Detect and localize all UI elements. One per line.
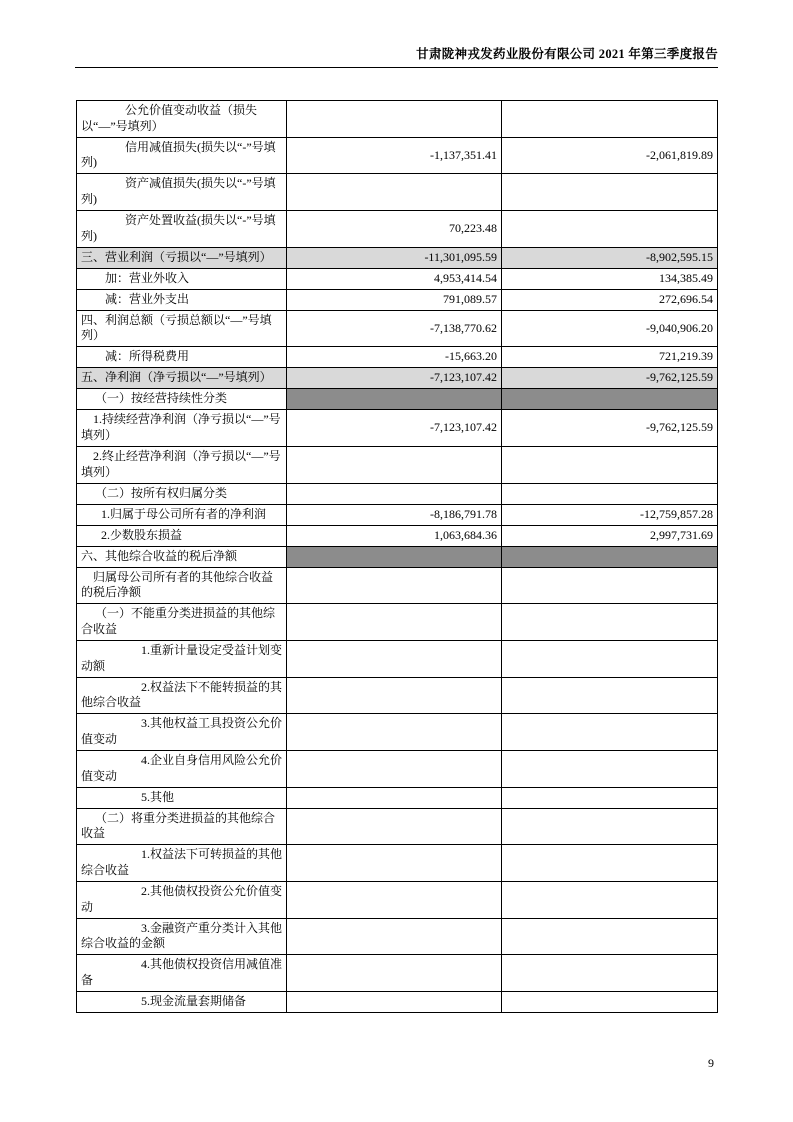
prior-period-value-cell: [502, 640, 718, 677]
table-row: [77, 567, 718, 604]
row-label-cell: [77, 604, 287, 641]
row-label-cell: [77, 640, 287, 677]
row-label: 公允价值变动收益（损失以“—”号填列）: [81, 103, 258, 133]
row-label-cell: [77, 483, 287, 504]
row-label: 减：营业外支出: [105, 291, 190, 306]
row-label-cell: [77, 504, 287, 525]
current-period-value-cell: -11,301,095.59: [287, 247, 502, 268]
row-label: 5.现金流量套期储备: [141, 993, 247, 1008]
table-row: [77, 446, 718, 483]
row-label: 三、营业利润（亏损以“—”号填列）: [81, 249, 272, 264]
page-number: 9: [708, 1056, 714, 1070]
row-label: 五、净利润（净亏损以“—”号填列）: [81, 370, 272, 385]
row-label-cell: [77, 268, 287, 289]
prior-period-value-cell: [502, 845, 718, 882]
prior-period-value-cell: 272,696.54: [502, 289, 718, 310]
prior-period-value-cell: [502, 787, 718, 808]
row-label-cell: [77, 991, 287, 1012]
table-row: [77, 504, 718, 525]
row-label-cell: [77, 918, 287, 955]
current-period-value-cell: 4,953,414.54: [287, 268, 502, 289]
row-label-cell: [77, 174, 287, 211]
table-row: [77, 289, 718, 310]
row-label: （一）按经营持续性分类: [95, 391, 228, 406]
prior-period-value-cell: [502, 546, 718, 567]
table-row: [77, 640, 718, 677]
current-period-value-cell: -7,123,107.42: [287, 410, 502, 447]
financial-table: [76, 100, 718, 1013]
prior-period-value-cell: [502, 174, 718, 211]
table-row: [77, 389, 718, 410]
row-label: 3.其他权益工具投资公允价值变动: [81, 716, 283, 747]
current-period-value-cell: [287, 787, 502, 808]
page-header: [75, 44, 718, 68]
current-period-value-cell: 70,223.48: [287, 210, 502, 247]
row-label: 归属母公司所有者的其他综合收益的税后净额: [81, 569, 274, 600]
row-label: 1.持续经营净利润（净亏损以“—”号填列）: [81, 412, 281, 443]
current-period-value-cell: [287, 567, 502, 604]
prior-period-value-cell: [502, 101, 718, 138]
row-label-cell: [77, 289, 287, 310]
current-period-value-cell: [287, 881, 502, 918]
prior-period-value-cell: [502, 567, 718, 604]
row-label-cell: [77, 389, 287, 410]
table-row: [77, 247, 718, 268]
row-label: 2.少数股东损益: [101, 527, 183, 542]
prior-period-value-cell: [502, 750, 718, 787]
current-period-value-cell: [287, 101, 502, 138]
row-label: 4.企业自身信用风险公允价值变动: [81, 752, 283, 783]
row-label: （一）不能重分类进损益的其他综合收益: [81, 606, 276, 637]
prior-period-value-cell: -12,759,857.28: [502, 504, 718, 525]
table-row: [77, 483, 718, 504]
current-period-value-cell: [287, 991, 502, 1012]
page-footer: [708, 1056, 714, 1071]
row-label: （二）将重分类进损益的其他综合收益: [81, 810, 276, 841]
current-period-value-cell: [287, 604, 502, 641]
report-title: 甘肃陇神戎发药业股份有限公司 2021 年第三季度报告: [416, 47, 718, 61]
table-row: [77, 677, 718, 714]
current-period-value-cell: [287, 808, 502, 845]
current-period-value-cell: [287, 640, 502, 677]
table-row: [77, 525, 718, 546]
row-label: 3.金融资产重分类计入其他综合收益的金额: [81, 920, 283, 951]
row-label-cell: [77, 368, 287, 389]
table-row: [77, 347, 718, 368]
prior-period-value-cell: [502, 918, 718, 955]
row-label-cell: [77, 955, 287, 992]
row-label-cell: [77, 446, 287, 483]
prior-period-value-cell: -8,902,595.15: [502, 247, 718, 268]
row-label: 2.其他债权投资公允价值变动: [81, 883, 283, 914]
table-row: [77, 714, 718, 751]
prior-period-value-cell: [502, 604, 718, 641]
row-label: 2.终止经营净利润（净亏损以“—”号填列）: [81, 448, 281, 479]
row-label-cell: [77, 525, 287, 546]
table-row: [77, 918, 718, 955]
current-period-value-cell: 791,089.57: [287, 289, 502, 310]
row-label: 加：营业外收入: [105, 270, 190, 285]
row-label-cell: [77, 546, 287, 567]
row-label-cell: [77, 247, 287, 268]
prior-period-value-cell: -9,040,906.20: [502, 310, 718, 347]
row-label: 1.重新计量设定受益计划变动额: [81, 642, 283, 673]
row-label-cell: [77, 210, 287, 247]
current-period-value-cell: [287, 483, 502, 504]
prior-period-value-cell: -9,762,125.59: [502, 368, 718, 389]
current-period-value-cell: [287, 546, 502, 567]
row-label: 1.权益法下可转损益的其他综合收益: [81, 847, 283, 878]
row-label: 六、其他综合收益的税后净额: [81, 548, 238, 563]
table-row: [77, 787, 718, 808]
current-period-value-cell: -7,123,107.42: [287, 368, 502, 389]
table-row: [77, 881, 718, 918]
row-label: （二）按所有权归属分类: [95, 485, 228, 500]
prior-period-value-cell: 721,219.39: [502, 347, 718, 368]
table-row: [77, 845, 718, 882]
prior-period-value-cell: 134,385.49: [502, 268, 718, 289]
prior-period-value-cell: 2,997,731.69: [502, 525, 718, 546]
current-period-value-cell: [287, 446, 502, 483]
row-label-cell: [77, 714, 287, 751]
row-label: 5.其他: [141, 789, 175, 804]
table-row: [77, 101, 718, 138]
prior-period-value-cell: [502, 210, 718, 247]
prior-period-value-cell: [502, 714, 718, 751]
current-period-value-cell: -7,138,770.62: [287, 310, 502, 347]
prior-period-value-cell: -2,061,819.89: [502, 137, 718, 174]
table-row: [77, 750, 718, 787]
row-label-cell: [77, 808, 287, 845]
current-period-value-cell: -8,186,791.78: [287, 504, 502, 525]
prior-period-value-cell: -9,762,125.59: [502, 410, 718, 447]
table-row: [77, 991, 718, 1012]
table-row: [77, 210, 718, 247]
row-label-cell: [77, 787, 287, 808]
row-label-cell: [77, 101, 287, 138]
prior-period-value-cell: [502, 881, 718, 918]
prior-period-value-cell: [502, 677, 718, 714]
table-body: [77, 101, 718, 1013]
current-period-value-cell: [287, 750, 502, 787]
table-row: [77, 310, 718, 347]
current-period-value-cell: -15,663.20: [287, 347, 502, 368]
current-period-value-cell: [287, 955, 502, 992]
table-row: [77, 174, 718, 211]
current-period-value-cell: [287, 845, 502, 882]
prior-period-value-cell: [502, 389, 718, 410]
row-label-cell: [77, 137, 287, 174]
prior-period-value-cell: [502, 808, 718, 845]
row-label: 四、利润总额（亏损总额以“—”号填列）: [81, 312, 272, 343]
current-period-value-cell: [287, 714, 502, 751]
row-label-cell: [77, 881, 287, 918]
row-label: 信用减值损失(损失以“-”号填列): [81, 139, 276, 170]
prior-period-value-cell: [502, 483, 718, 504]
table-row: [77, 546, 718, 567]
row-label: 4.其他债权投资信用减值准备: [81, 957, 283, 987]
current-period-value-cell: [287, 174, 502, 211]
table-row: [77, 410, 718, 447]
row-label-cell: [77, 347, 287, 368]
row-label: 2.权益法下不能转损益的其他综合收益: [81, 679, 283, 710]
row-label-cell: [77, 567, 287, 604]
prior-period-value-cell: [502, 955, 718, 992]
row-label: 1.归属于母公司所有者的净利润: [101, 506, 267, 521]
current-period-value-cell: [287, 677, 502, 714]
row-label-cell: [77, 677, 287, 714]
table-row: [77, 955, 718, 992]
row-label-cell: [77, 750, 287, 787]
current-period-value-cell: 1,063,684.36: [287, 525, 502, 546]
row-label: 资产处置收益(损失以“-”号填列): [81, 212, 276, 243]
row-label-cell: [77, 410, 287, 447]
table-row: [77, 808, 718, 845]
current-period-value-cell: -1,137,351.41: [287, 137, 502, 174]
current-period-value-cell: [287, 918, 502, 955]
row-label-cell: [77, 845, 287, 882]
row-label: 资产减值损失(损失以“-”号填列): [81, 176, 276, 207]
table-row: [77, 137, 718, 174]
prior-period-value-cell: [502, 446, 718, 483]
prior-period-value-cell: [502, 991, 718, 1012]
row-label: 减：所得税费用: [105, 349, 190, 364]
table-row: [77, 268, 718, 289]
current-period-value-cell: [287, 389, 502, 410]
row-label-cell: [77, 310, 287, 347]
table-row: [77, 604, 718, 641]
table-row: [77, 368, 718, 389]
